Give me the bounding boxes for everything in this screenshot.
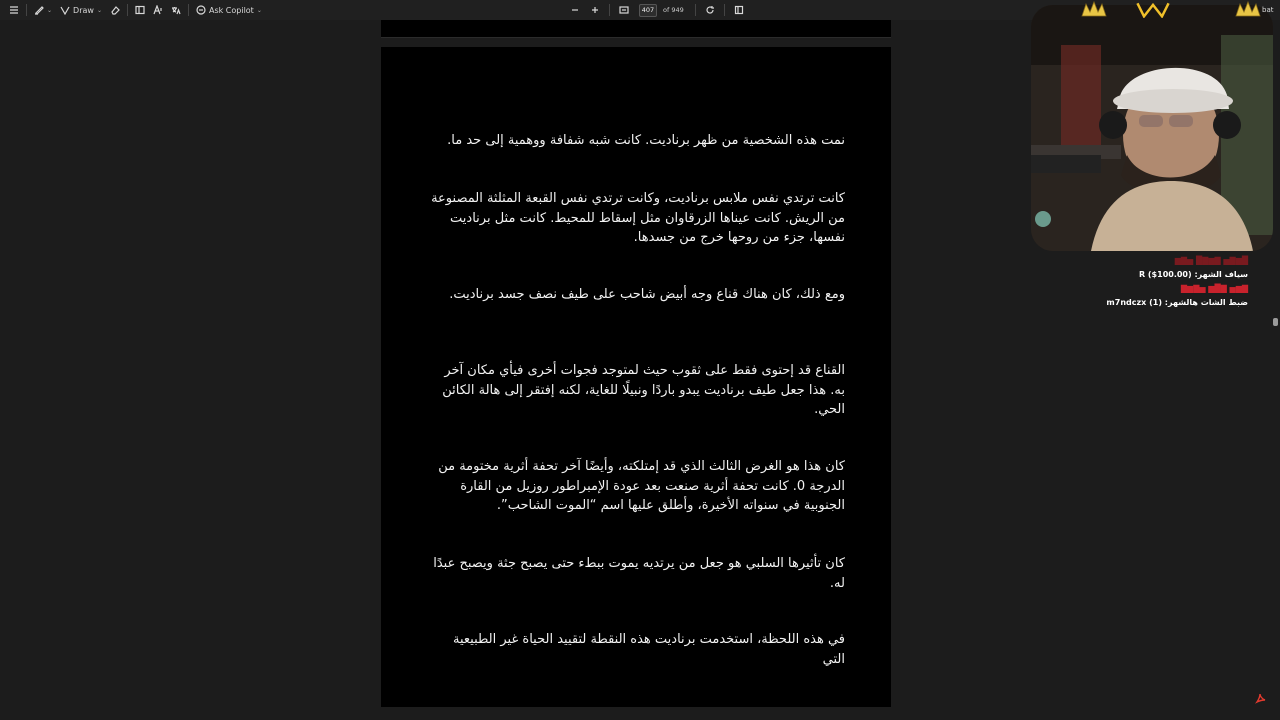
stream-chat-overlay — [1064, 254, 1248, 310]
fit-page-icon — [619, 5, 629, 15]
paragraph: في هذه اللحظة، استخدمت برناديت هذه النقطة لتقييد الحياة غير الطبيعية التي — [453, 632, 845, 667]
paragraph: كان هذا هو الغرض الثالث الذي قد إمتلكته، وأيضًا آخر تحفة أثرية مختومة من الدرجة 0. كانت تحفة أثرية صنعت بعد عودة الإمبراطور روزيل من القارة الجنوبية في سنواته الأخيرة، وأطلق عليها اسم “الموت الشاحب”. — [438, 459, 845, 513]
scrollbar-thumb[interactable] — [1273, 318, 1278, 326]
toolbar-divider — [127, 4, 128, 16]
paragraph: كان تأثيرها السلبي هو جعل من يرتديه يموت ببطء حتى يصبح جثة ويصبح عبدًا له. — [433, 556, 845, 591]
list-icon — [9, 5, 19, 15]
acrobat-icon[interactable] — [1255, 692, 1267, 704]
chat-line: ضبط الشات هالشهر: (1) m7ndczx — [1106, 298, 1248, 307]
webcam-overlay — [1031, 5, 1273, 251]
zoom-in-button[interactable] — [586, 2, 604, 18]
page-view-icon — [734, 5, 744, 15]
contents-button[interactable] — [5, 2, 23, 18]
zoom-out-button[interactable] — [566, 2, 584, 18]
read-aloud-icon — [153, 5, 163, 15]
textbox-icon — [135, 5, 145, 15]
paragraph: نمت هذه الشخصية من ظهر برناديت. كانت شبه شفافة ووهمية إلى حد ما. — [447, 133, 845, 148]
page-navigation — [566, 2, 748, 18]
highlighter-icon — [34, 5, 44, 15]
chat-line-faded: ▇▆▅ ▇█▆ ▅▇▆▇ — [1180, 284, 1248, 293]
toolbar-divider — [724, 4, 725, 16]
chevron-down-icon: ⌄ — [47, 6, 53, 14]
pdf-page — [381, 47, 891, 707]
chevron-down-icon: ⌄ — [256, 6, 262, 14]
toolbar-divider — [26, 4, 27, 16]
chevron-down-icon: ⌄ — [96, 6, 102, 14]
draw-button[interactable] — [56, 2, 106, 18]
chat-line-faded: █▆▇▅ ▇▆▇█ ▅▇▆ — [1174, 256, 1248, 265]
page-number-input[interactable] — [639, 4, 657, 17]
chat-line: سياف الشهر: (100.00$) R — [1138, 270, 1248, 279]
text-box-button[interactable] — [131, 2, 149, 18]
crown-decoration-icon — [1234, 0, 1262, 18]
toolbar-divider — [695, 4, 696, 16]
translate-button[interactable] — [167, 2, 185, 18]
toolbar-divider — [609, 4, 610, 16]
draw-icon — [60, 5, 70, 15]
copilot-icon — [196, 5, 206, 15]
translate-icon — [171, 5, 181, 15]
paragraph: ومع ذلك، كان هناك قناع وجه أبيض شاحب على طيف نصف جسد برناديت. — [449, 287, 845, 302]
page-total: of 949 — [663, 6, 684, 14]
ask-copilot-button[interactable] — [192, 2, 266, 18]
read-aloud-button[interactable] — [149, 2, 167, 18]
highlight-button[interactable] — [30, 2, 56, 18]
erase-button[interactable] — [106, 2, 124, 18]
previous-page-edge — [381, 20, 891, 38]
crown-decoration-icon — [1080, 0, 1108, 18]
paragraph: القناع قد إحتوى فقط على ثقوب حيث لمتوجد فجوات أخرى فيأي مكان آخر به. هذا جعل طيف برناديت يبدو باردًا ونبيلًا للغاية، لكنه إفتقر إلى هالة الكائن الحي. — [442, 363, 845, 417]
fit-page-button[interactable] — [615, 2, 633, 18]
overlay-corner-tag: bat — [1262, 6, 1274, 14]
streamer-webcam — [1031, 5, 1273, 251]
eraser-icon — [110, 5, 120, 15]
page-view-button[interactable] — [730, 2, 748, 18]
rotate-icon — [705, 5, 715, 15]
ask-copilot-label: Ask Copilot — [208, 5, 254, 15]
paragraph: كانت ترتدي نفس ملابس برناديت، وكانت ترتدي نفس القبعة المثلثة المصنوعة من الريش. كانت عيناها الزرقاوان مثل إسقاط للمحيط. كانت مثل برناديت نفسها، جزء من روحها خرج من جسدها. — [431, 191, 845, 245]
minus-icon — [570, 5, 580, 15]
draw-label: Draw — [73, 5, 94, 15]
crown-logo-icon — [1132, 0, 1174, 18]
toolbar-divider — [188, 4, 189, 16]
plus-icon — [590, 5, 600, 15]
toolbar-left-group — [0, 0, 266, 20]
rotate-button[interactable] — [701, 2, 719, 18]
